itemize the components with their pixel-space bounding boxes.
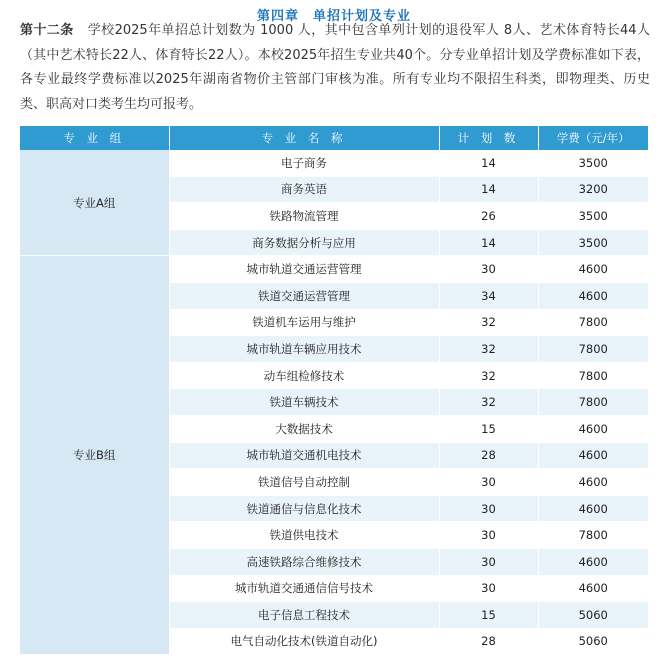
article-label: 第十二条	[20, 23, 74, 38]
plan-cell: 26	[439, 203, 538, 230]
major-group-cell: 专业B组	[20, 256, 169, 655]
plan-cell: 30	[439, 522, 538, 549]
fee-cell: 3500	[538, 203, 648, 230]
major-cell: 商务数据分析与应用	[169, 229, 439, 256]
table-header-row	[20, 126, 648, 150]
fee-cell: 7800	[538, 362, 648, 389]
major-cell: 电子商务	[169, 150, 439, 176]
article-text: 学校2025年单招总计划数为 1000 人，其中包含单列计划的退役军人 8人、艺术体育特长44人（其中艺术特长22人、体育特长22人）。本校2025年招生专业共40个。分专业单招计划及学费标准如下表，各专业最终学费标准以2025年湖南省物价主管部门审核为准。所有专业均不限招生科类，即物理类、历史类、职高对口类考生均可报考。	[20, 23, 650, 112]
plan-cell: 14	[439, 229, 538, 256]
major-cell: 城市轨道交通运营管理	[169, 256, 439, 283]
fee-cell: 5060	[538, 602, 648, 629]
plan-cell: 32	[439, 389, 538, 416]
major-cell: 铁道机车运用与维护	[169, 309, 439, 336]
fee-cell: 3500	[538, 150, 648, 176]
major-group-cell: 专业A组	[20, 150, 169, 256]
fee-cell: 4600	[538, 442, 648, 469]
fee-cell: 4600	[538, 282, 648, 309]
fee-cell: 4600	[538, 495, 648, 522]
fee-cell: 4600	[538, 256, 648, 283]
fee-cell: 4600	[538, 548, 648, 575]
table-row	[20, 150, 648, 176]
fee-cell: 4600	[538, 575, 648, 602]
major-cell: 铁道供电技术	[169, 522, 439, 549]
plan-cell: 32	[439, 336, 538, 363]
fee-cell: 7800	[538, 309, 648, 336]
plan-cell: 30	[439, 469, 538, 496]
plan-cell: 30	[439, 495, 538, 522]
plan-cell: 28	[439, 442, 538, 469]
major-cell: 动车组检修技术	[169, 362, 439, 389]
plan-cell: 30	[439, 575, 538, 602]
fee-cell: 7800	[538, 389, 648, 416]
major-cell: 铁道交通运营管理	[169, 282, 439, 309]
major-cell: 铁道通信与信息化技术	[169, 495, 439, 522]
fee-cell: 3500	[538, 229, 648, 256]
plan-cell: 14	[439, 176, 538, 203]
table-row	[20, 256, 648, 283]
fee-cell: 7800	[538, 336, 648, 363]
plan-cell: 30	[439, 256, 538, 283]
major-cell: 商务英语	[169, 176, 439, 203]
article-paragraph	[20, 19, 650, 117]
major-cell: 高速铁路综合维修技术	[169, 548, 439, 575]
plan-cell: 14	[439, 150, 538, 176]
major-cell: 电气自动化技术(铁道自动化)	[169, 628, 439, 655]
plan-cell: 32	[439, 362, 538, 389]
fee-cell: 4600	[538, 469, 648, 496]
header-fee: 学费（元/年）	[538, 126, 648, 150]
plan-cell: 15	[439, 415, 538, 442]
major-cell: 大数据技术	[169, 415, 439, 442]
enrollment-plan-table	[20, 126, 648, 655]
major-cell: 城市轨道交通机电技术	[169, 442, 439, 469]
header-major: 专 业 名 称	[169, 126, 439, 150]
major-cell: 电子信息工程技术	[169, 602, 439, 629]
header-plan: 计 划 数	[439, 126, 538, 150]
major-cell: 城市轨道交通通信信号技术	[169, 575, 439, 602]
header-group: 专 业 组	[20, 126, 169, 150]
table-body	[20, 150, 648, 655]
plan-cell: 34	[439, 282, 538, 309]
plan-cell: 28	[439, 628, 538, 655]
fee-cell: 3200	[538, 176, 648, 203]
plan-cell: 32	[439, 309, 538, 336]
major-cell: 铁道信号自动控制	[169, 469, 439, 496]
fee-cell: 4600	[538, 415, 648, 442]
fee-cell: 7800	[538, 522, 648, 549]
chapter-title: 第四章 单招计划及专业	[256, 9, 411, 24]
plan-cell: 30	[439, 548, 538, 575]
fee-cell: 5060	[538, 628, 648, 655]
major-cell: 铁道车辆技术	[169, 389, 439, 416]
plan-cell: 15	[439, 602, 538, 629]
major-cell: 城市轨道车辆应用技术	[169, 336, 439, 363]
major-cell: 铁路物流管理	[169, 203, 439, 230]
